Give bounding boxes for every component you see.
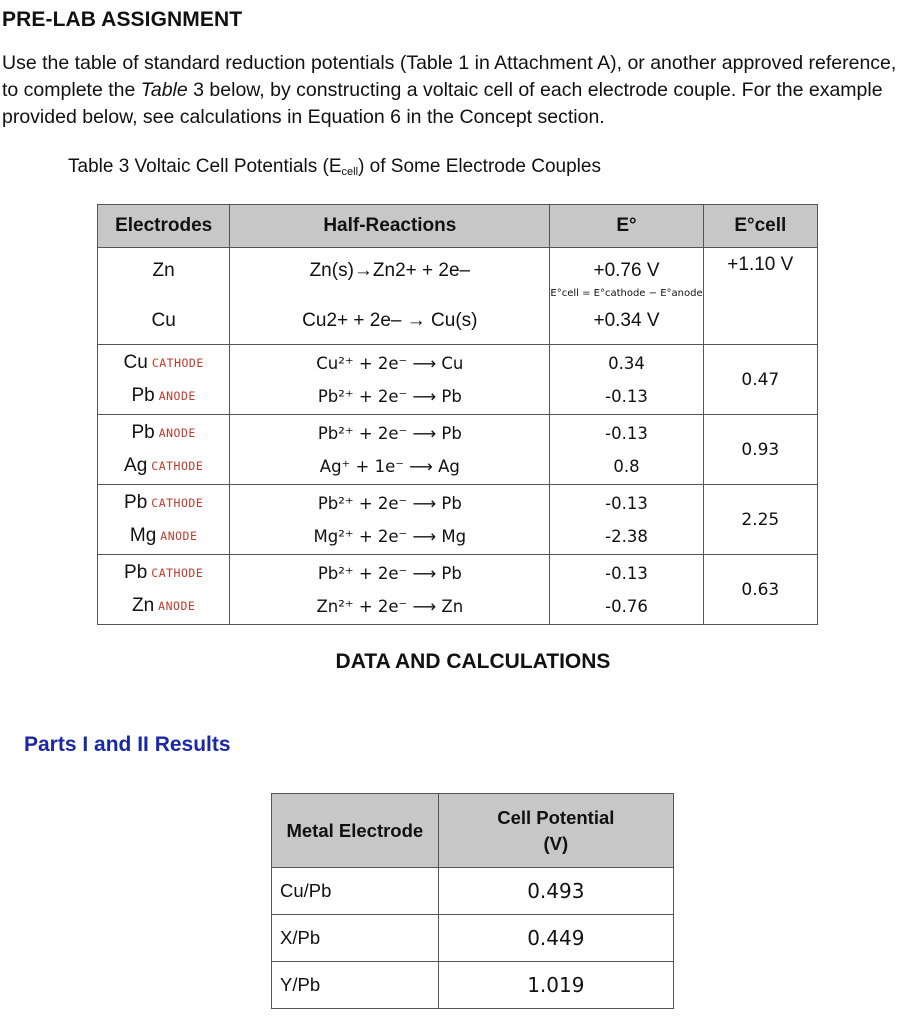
header-metal-electrode: Metal Electrode	[272, 794, 439, 868]
table3-caption	[68, 156, 601, 178]
cell-potential: 1.019	[438, 962, 673, 1009]
electrode-symbol: Mg	[129, 525, 157, 546]
example-electrodes-cell	[98, 248, 230, 345]
intro-paragraph	[2, 50, 917, 131]
example-reaction-1: Zn(s)→Zn2+ + 2e–	[309, 260, 471, 281]
e-value: -0.76	[605, 596, 648, 616]
half-reaction: Pb²⁺ + 2e⁻ ⟶ Pb	[317, 493, 462, 513]
metal-electrode: Y/Pb	[272, 962, 439, 1009]
header-cell-potential	[438, 794, 673, 868]
e-standard-cell	[550, 555, 703, 625]
electrodes-cell	[98, 485, 230, 555]
ecell-value: 0.47	[703, 345, 817, 415]
electrode-role: CATHODE	[151, 496, 204, 510]
table-row	[98, 485, 818, 555]
intro-text-1: Use the table of standard reduction potentials (Table 1 in Attachment A), or another approved reference, to complete the	[2, 52, 897, 101]
metal-electrode: X/Pb	[272, 915, 439, 962]
electrode-role: ANODE	[158, 426, 196, 440]
example-e-1: +0.76 V	[593, 260, 660, 281]
table-row	[272, 868, 674, 915]
table-row	[98, 555, 818, 625]
results-table	[271, 793, 674, 1009]
electrode-symbol: Cu	[123, 352, 148, 373]
ecell-value: 0.63	[703, 555, 817, 625]
header-electrodes: Electrodes	[98, 205, 230, 248]
electrode-role: CATHODE	[151, 459, 204, 473]
electrode-symbol: Ag	[124, 455, 148, 476]
table-row	[272, 962, 674, 1009]
example-electrode-1: Zn	[152, 260, 175, 281]
cell-potential: 0.449	[438, 915, 673, 962]
electrode-symbol: Pb	[124, 492, 148, 513]
electrode-role: ANODE	[160, 529, 198, 543]
ecell-value: 0.93	[703, 415, 817, 485]
example-e-2: +0.34 V	[593, 310, 660, 331]
electrode-role: CATHODE	[151, 566, 204, 580]
electrode-symbol: Pb	[131, 422, 155, 443]
example-ecell: +1.10 V	[727, 254, 794, 275]
header-e-standard: E°	[550, 205, 703, 248]
table-row	[98, 415, 818, 485]
e-standard-cell	[550, 485, 703, 555]
table-row	[98, 345, 818, 415]
half-reaction: Pb²⁺ + 2e⁻ ⟶ Pb	[317, 423, 462, 443]
page-heading: PRE-LAB ASSIGNMENT	[2, 8, 243, 31]
example-electrode-2: Cu	[151, 310, 176, 331]
caption-prefix: Table 3 Voltaic Cell Potentials (E	[68, 156, 342, 177]
results-header-row	[272, 794, 674, 868]
e-value: -2.38	[605, 526, 648, 546]
ecell-formula: E°cell = E°cathode − E°anode	[550, 288, 703, 299]
electrode-role: ANODE	[158, 389, 196, 403]
e-value: -0.13	[605, 563, 648, 583]
caption-sub: cell	[341, 166, 359, 178]
electrode-symbol: Zn	[131, 595, 155, 616]
ecell-value: 2.25	[703, 485, 817, 555]
half-reaction: Zn²⁺ + 2e⁻ ⟶ Zn	[316, 596, 464, 616]
electrode-symbol: Pb	[124, 562, 148, 583]
intro-text-2: 3 below, by constructing a voltaic cell of each electrode couple. For the example provided below, see calculations in Equation 6 in the Concept section.	[2, 79, 883, 128]
half-reactions-cell	[230, 485, 550, 555]
half-reaction: Cu²⁺ + 2e⁻ ⟶ Cu	[316, 353, 464, 373]
e-value: 0.8	[613, 456, 640, 476]
parts-title: Parts I and II Results	[24, 733, 231, 756]
half-reactions-cell	[230, 555, 550, 625]
header-e-cell: E°cell	[703, 205, 817, 248]
metal-electrode: Cu/Pb	[272, 868, 439, 915]
electrode-role: CATHODE	[151, 356, 204, 370]
header-half-reactions: Half-Reactions	[230, 205, 550, 248]
e-standard-cell	[550, 345, 703, 415]
header-cell-potential-line2: (V)	[543, 832, 569, 854]
electrode-role: ANODE	[158, 599, 196, 613]
voltaic-cell-table	[97, 204, 818, 625]
intro-italic: Table	[140, 79, 188, 101]
e-value: -0.13	[605, 423, 648, 443]
table-row	[272, 915, 674, 962]
header-cell-potential-line1: Cell Potential	[497, 806, 615, 828]
e-value: 0.34	[608, 353, 645, 373]
example-e-cell	[550, 248, 703, 345]
electrodes-cell	[98, 345, 230, 415]
electrodes-cell	[98, 415, 230, 485]
half-reactions-cell	[230, 345, 550, 415]
electrodes-cell	[98, 555, 230, 625]
e-value: -0.13	[605, 493, 648, 513]
caption-suffix: ) of Some Electrode Couples	[358, 156, 601, 177]
example-row	[98, 248, 818, 345]
example-reaction-2: Cu2+ + 2e– → Cu(s)	[302, 310, 478, 331]
cell-potential: 0.493	[438, 868, 673, 915]
electrode-symbol: Pb	[131, 385, 155, 406]
example-ecell-cell	[703, 248, 817, 345]
example-reactions-cell	[230, 248, 550, 345]
half-reaction: Mg²⁺ + 2e⁻ ⟶ Mg	[313, 526, 467, 546]
table-header-row	[98, 205, 818, 248]
e-value: -0.13	[605, 386, 648, 406]
half-reactions-cell	[230, 415, 550, 485]
e-standard-cell	[550, 415, 703, 485]
half-reaction: Pb²⁺ + 2e⁻ ⟶ Pb	[317, 386, 462, 406]
half-reaction: Pb²⁺ + 2e⁻ ⟶ Pb	[317, 563, 462, 583]
half-reaction: Ag⁺ + 1e⁻ ⟶ Ag	[319, 456, 460, 476]
section-title: DATA AND CALCULATIONS	[335, 650, 611, 673]
